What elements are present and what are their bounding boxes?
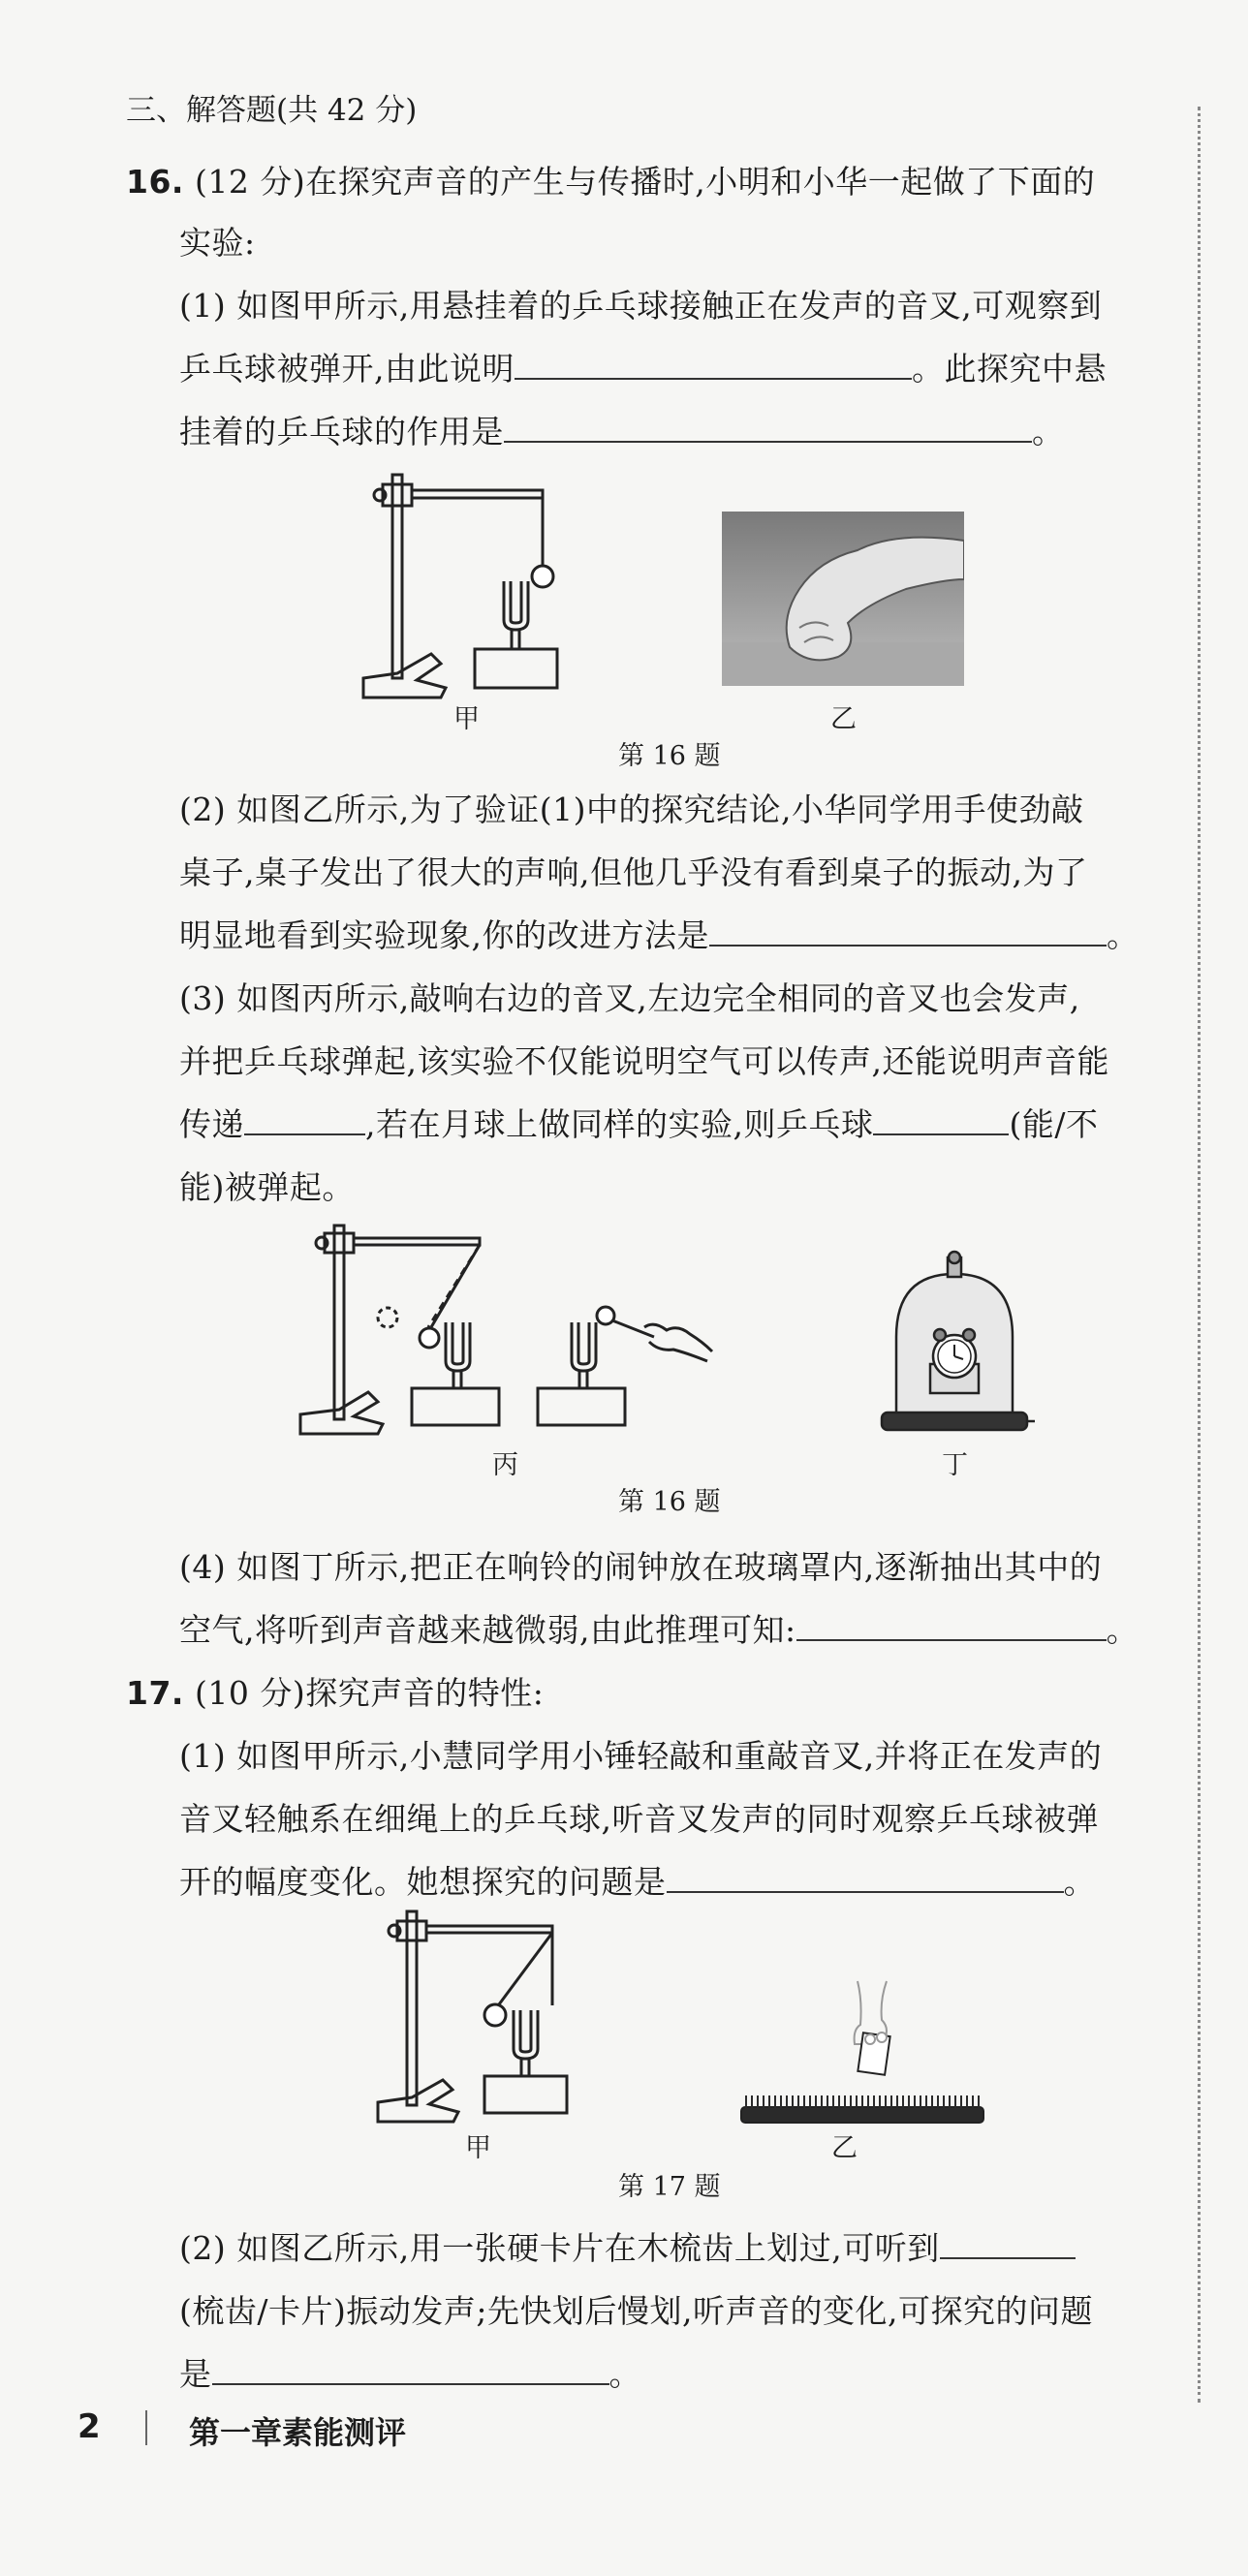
q16-line2: 实验: [179, 224, 256, 262]
fig17-yi-comb-card [736, 1971, 988, 2136]
q17-p1a: (1) 如图甲所示,小慧同学用小锤轻敲和重敲音叉,并将正在发声的 [179, 1737, 1103, 1775]
q16-p3c: 传递 ,若在月球上做同样的实验,则乒乓球 (能/不 [179, 1105, 1099, 1143]
q17-number: 17. [126, 1674, 184, 1712]
q16-p4b: 空气,将听到声音越来越微弱,由此推理可知: 。 [179, 1611, 1139, 1649]
fig17-label-yi: 乙 [831, 2133, 858, 2163]
q16-p2a: (2) 如图乙所示,为了验证(1)中的探究结论,小华同学用手使劲敲 [179, 791, 1084, 828]
fig16-yi-photo-fist [722, 512, 964, 686]
q17-p2c: 是 。 [179, 2355, 641, 2393]
q16-p4a: (4) 如图丁所示,把正在响铃的闹钟放在玻璃罩内,逐渐抽出其中的 [179, 1548, 1103, 1586]
q16-p3b: 并把乒乓球弹起,该实验不仅能说明空气可以传声,还能说明声音能 [179, 1042, 1109, 1080]
answer-blank[interactable] [515, 351, 912, 380]
fig17-caption: 第 17 题 [618, 2172, 721, 2202]
fig16-caption-b: 第 16 题 [618, 1487, 721, 1517]
q16-p3d: 能)被弹起。 [179, 1168, 355, 1206]
answer-blank[interactable] [667, 1864, 1064, 1893]
answer-blank[interactable] [212, 2356, 609, 2385]
fig16-label-bing: 丙 [492, 1450, 518, 1480]
fig16-label-jia: 甲 [453, 704, 480, 734]
fig16-bing-resonance [291, 1216, 727, 1448]
answer-blank[interactable] [504, 414, 1032, 443]
fig17-jia-stand-fork [373, 1904, 606, 2146]
cut-line [1198, 107, 1201, 2403]
answer-blank[interactable] [709, 917, 1107, 947]
section-title: 三、解答题(共 42 分) [126, 93, 418, 128]
fig16-jia-stand-fork [359, 465, 591, 736]
footer-divider [145, 2410, 147, 2445]
q17-p2a: (2) 如图乙所示,用一张硬卡片在木梳齿上划过,可听到 [179, 2223, 1076, 2269]
fig17-label-jia: 甲 [465, 2133, 491, 2163]
q17-line1: 17. (10 分)探究声音的特性: [126, 1674, 545, 1712]
fig16-label-ding: 丁 [942, 1450, 968, 1480]
q16-p1a: (1) 如图甲所示,用悬挂着的乒乓球接触正在发声的音叉,可观察到 [179, 287, 1103, 325]
q16-number: 16. [126, 163, 184, 201]
answer-blank[interactable] [873, 1106, 1009, 1135]
answer-blank[interactable] [940, 2230, 1076, 2259]
fig16-label-yi: 乙 [830, 704, 857, 734]
q17-p1b: 音叉轻触系在细绳上的乒乓球,听音叉发声的同时观察乒乓球被弹 [179, 1800, 1099, 1838]
fig16-caption-a: 第 16 题 [618, 741, 721, 771]
q16-p2c: 明显地看到实验现象,你的改进方法是 。 [179, 916, 1139, 954]
chapter-title: 第一章素能测评 [189, 2414, 407, 2451]
fig16-ding-bell-jar [872, 1250, 1037, 1443]
q17-p1c: 开的幅度变化。她想探究的问题是 。 [179, 1863, 1096, 1901]
q16-p3a: (3) 如图丙所示,敲响右边的音叉,左边完全相同的音叉也会发声, [179, 979, 1080, 1017]
q16-line1: 16. (12 分)在探究声音的产生与传播时,小明和小华一起做了下面的 [126, 163, 1096, 201]
answer-blank[interactable] [796, 1612, 1107, 1641]
q16-p1b: 乒乓球被弹开,由此说明 。此探究中悬 [179, 350, 1107, 388]
q17-p2b: (梳齿/卡片)振动发声;先快划后慢划,听声音的变化,可探究的问题 [179, 2292, 1093, 2330]
answer-blank[interactable] [244, 1106, 365, 1135]
page-number: 2 [78, 2407, 101, 2446]
q16-p2b: 桌子,桌子发出了很大的声响,但他几乎没有看到桌子的振动,为了 [179, 853, 1088, 891]
q16-p1c: 挂着的乒乓球的作用是 。 [179, 413, 1065, 450]
